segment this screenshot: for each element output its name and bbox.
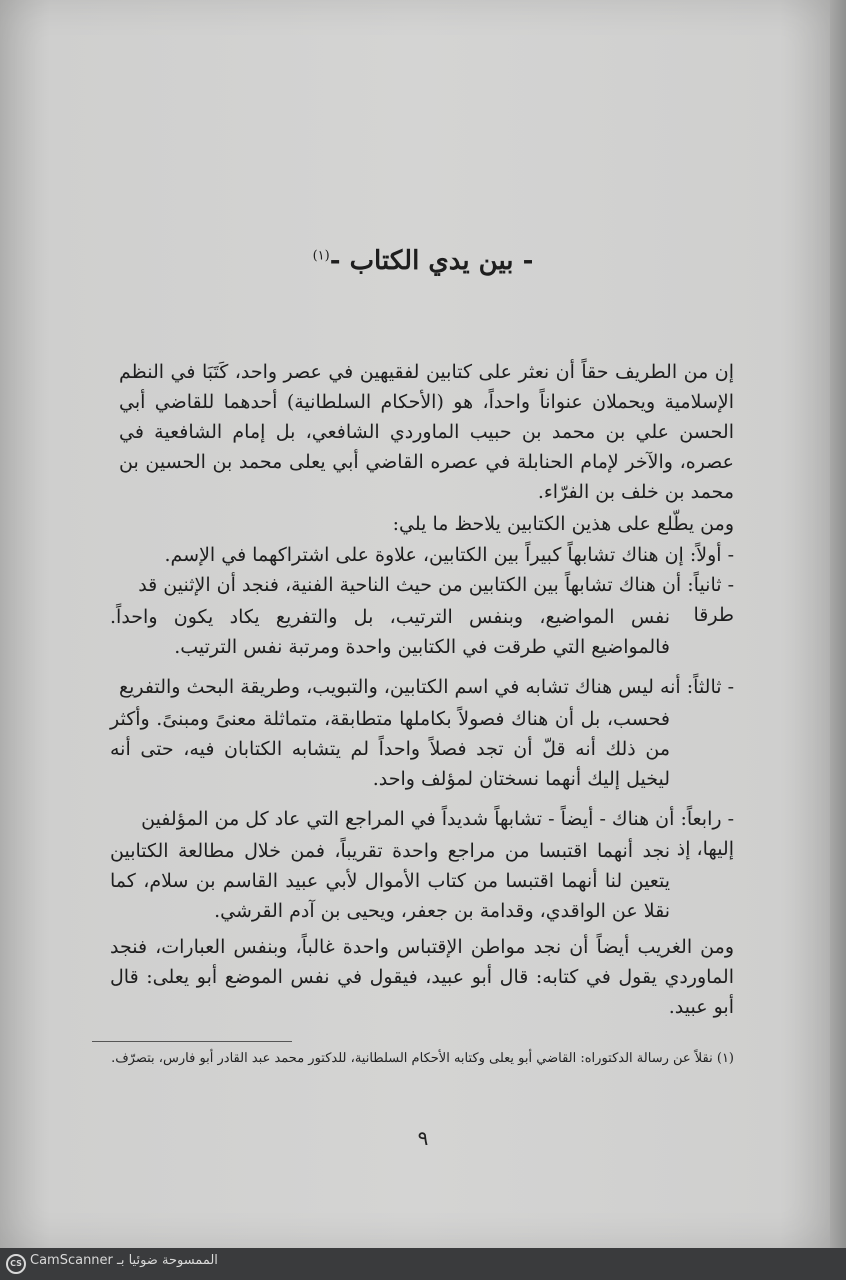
camscanner-logo-icon: CS [6,1254,26,1274]
point-fourth-continuation: نجد أنهما اقتبسا من مراجع واحدة تقريباً، فمن خلال مطالعة الكتابين يتعين لنا أنهما اقتبسا من كتاب الأموال لأبي عبيد القاسم بن سلام، كما نقلا عن الواقدي، وقدامة بن جعفر، ويحيى بن آدم القرشي. [110,840,670,922]
footnote-divider [92,1041,292,1042]
intro-paragraph: إن من الطريف حقاً أن نعثر على كتابين لفقيهين في عصر واحد، كَتَبَا في النظم الإسلامية ويحملان عنواناً واحداً، هو (الأحكام السلطانية) أحدهما للقاضي أبي الحسن علي بن محمد بن حبيب الماوردي الشافعي، بل إمام الشافعية في عصره، والآخر لإمام الحنابلة في عصره القاضي أبي يعلى محمد بن الحسين بن محمد بن خلف بن الفرّاء. [119,361,734,503]
point-fourth-first-line: أن هناك - أيضاً - تشابهاً شديداً في المراجع التي عاد كل من المؤلفين إليها، إذ [141,808,734,860]
point-third-label: - ثالثاً: [686,676,734,698]
point-first [110,540,734,570]
chapter-title [0,246,846,276]
point-third-continuation: فحسب، بل أن هناك فصولاً بكاملها متطابقة، متماثلة معنىً ومبنىً. وأكثر من ذلك أنه قلّ أن تجد فصلاً واحداً لم يتشابه الكتابان فيه، حتى أنه ليخيل إليك أنهما نسختان لمؤلف واحد. [110,708,670,790]
book-spine-shadow [830,0,846,1248]
point-first-text: إن هناك تشابهاً كبيراً بين الكتابين، علاوة على اشتراكهما في الإسم. [164,544,684,566]
point-second-first-line: أن هناك تشابهاً بين الكتابين من حيث الناحية الفنية، فنجد أن الإثنين قد طرقا [138,574,734,626]
chapter-title-text: - بين يدي الكتاب - [329,246,534,276]
point-third-first-line: أنه ليس هناك تشابه في اسم الكتابين، والتبويب، وطريقة البحث والتفريع [118,676,681,698]
footnote: (١) نقلاً عن رسالة الدكتوراه: القاضي أبو يعلى وكتابه الأحكام السلطانية، للدكتور محمد عبد القادر أبو فارس، بتصرّف. [111,1051,734,1066]
lead-sentence: ومن يطّلع على هذين الكتابين يلاحظ ما يلي: [392,513,734,535]
point-second-continuation: نفس المواضيع، وبنفس الترتيب، بل والتفريع يكاد يكون واحداً. فالمواضيع التي طرقت في الكتابين واحدة ومرتبة نفس الترتيب. [110,606,670,658]
closing-paragraph: ومن الغريب أيضاً أن نجد مواطن الإقتباس واحدة غالباً، وبنفس العبارات، فنجد الماوردي يقول في كتابه: قال أبو عبيد، فيقول في نفس الموضع أبو يعلى: قال أبو عبيد. [110,936,734,1018]
page-number: ٩ [417,1126,429,1150]
camscanner-watermark-text: CamScanner الممسوحة ضوئيا بـ [30,1253,218,1268]
title-footnote-marker: (١) [312,248,330,264]
point-second-label: - ثانياً: [687,574,734,596]
point-fourth-label: - رابعاً: [680,808,734,830]
point-third [110,672,734,702]
point-first-label: - أولاً: [689,544,734,566]
